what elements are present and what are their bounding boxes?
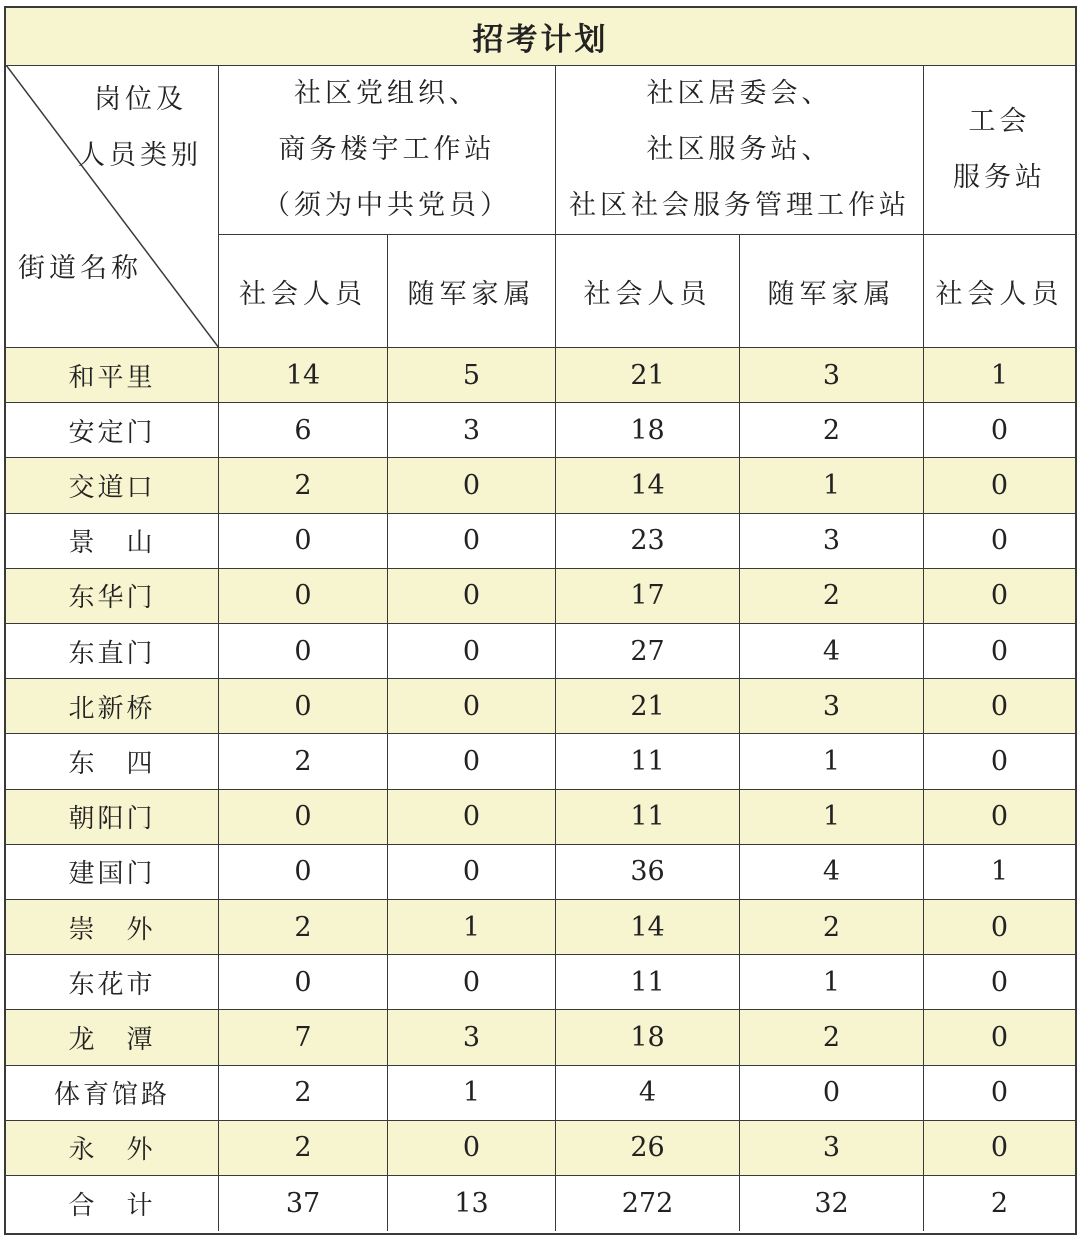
table-row-value: 1 [924, 348, 1075, 403]
total-row-name: 合 计 [6, 1176, 219, 1231]
table-row-value: 0 [388, 569, 556, 624]
table-row-value: 4 [556, 1066, 740, 1121]
total-row-value: 272 [556, 1176, 740, 1231]
table-row-value: 21 [556, 679, 740, 734]
table-row-value: 0 [924, 1121, 1075, 1176]
table-row-value: 23 [556, 514, 740, 569]
table-row-value: 2 [219, 734, 388, 789]
table-row-value: 21 [556, 348, 740, 403]
table-row-value: 0 [924, 624, 1075, 679]
subheader-1: 社会人员 [219, 235, 388, 348]
table-row-value: 0 [219, 624, 388, 679]
table-row-value: 1 [740, 790, 924, 845]
table-row-value: 0 [924, 569, 1075, 624]
table-row-value: 3 [740, 514, 924, 569]
table-row-value: 27 [556, 624, 740, 679]
table-row-value: 26 [556, 1121, 740, 1176]
table-row-name: 龙 潭 [6, 1010, 219, 1065]
table-row-value: 2 [219, 1121, 388, 1176]
table-row-value: 0 [219, 569, 388, 624]
group-header-line: 工会 [968, 105, 1031, 137]
table-row-value: 3 [740, 679, 924, 734]
group-header-line: 社区社会服务管理工作站 [569, 189, 910, 221]
table-row-name: 崇 外 [6, 900, 219, 955]
table-row-value: 2 [219, 1066, 388, 1121]
table-row-name: 东 四 [6, 734, 219, 789]
table-row-value: 0 [219, 679, 388, 734]
table-row-value: 0 [388, 734, 556, 789]
corner-label-category-line1: 岗位及 [94, 84, 187, 115]
corner-label-street-name: 街道名称 [18, 253, 142, 284]
table-row-value: 1 [924, 845, 1075, 900]
table-row-value: 0 [924, 955, 1075, 1010]
group-header-line: 商务楼宇工作站 [278, 133, 496, 165]
table-row-value: 0 [219, 514, 388, 569]
corner-label-category-line2: 人员类别 [78, 140, 202, 171]
table-row-value: 4 [740, 845, 924, 900]
total-row-value: 13 [388, 1176, 556, 1231]
table-row-value: 0 [388, 458, 556, 513]
table-row-value: 0 [740, 1066, 924, 1121]
group-header-line: 服务站 [953, 161, 1046, 193]
table-row-value: 0 [388, 1121, 556, 1176]
table-row-value: 11 [556, 955, 740, 1010]
table-row-value: 36 [556, 845, 740, 900]
table-row-value: 7 [219, 1010, 388, 1065]
table-row-value: 0 [388, 679, 556, 734]
table-row-name: 建国门 [6, 845, 219, 900]
table-row-value: 2 [740, 1010, 924, 1065]
group-header-line: （须为中共党员） [263, 189, 511, 221]
subheader-3: 社会人员 [556, 235, 740, 348]
table-row-name: 体育馆路 [6, 1066, 219, 1121]
group-header-line: 社区服务站、 [646, 133, 833, 165]
table-row-value: 2 [740, 900, 924, 955]
table-row-value: 14 [219, 348, 388, 403]
table-row-name: 北新桥 [6, 679, 219, 734]
table-row-value: 11 [556, 734, 740, 789]
group-header-line: 社区居委会、 [646, 77, 833, 109]
table-row-value: 3 [388, 403, 556, 458]
table-row-value: 0 [388, 790, 556, 845]
subheader-4: 随军家属 [740, 235, 924, 348]
total-row-value: 32 [740, 1176, 924, 1231]
table-row-value: 0 [924, 403, 1075, 458]
table-row-value: 0 [388, 845, 556, 900]
table-row-value: 2 [740, 569, 924, 624]
table-row-name: 永 外 [6, 1121, 219, 1176]
table-row-value: 0 [219, 790, 388, 845]
group-header-1 [219, 65, 556, 235]
table-row-value: 3 [740, 1121, 924, 1176]
table-row-value: 0 [924, 458, 1075, 513]
table-row-value: 18 [556, 403, 740, 458]
table-row-value: 1 [388, 1066, 556, 1121]
table-row-value: 1 [740, 734, 924, 789]
table-row-value: 0 [924, 1010, 1075, 1065]
table-row-value: 14 [556, 458, 740, 513]
table-row-value: 0 [388, 955, 556, 1010]
table-row-value: 0 [924, 1066, 1075, 1121]
table-row-value: 11 [556, 790, 740, 845]
table-row-name: 东花市 [6, 955, 219, 1010]
table-row-value: 2 [219, 458, 388, 513]
table-row-value: 6 [219, 403, 388, 458]
table-row-value: 2 [219, 900, 388, 955]
group-header-3 [924, 65, 1075, 235]
subheader-2: 随军家属 [388, 235, 556, 348]
table-row-name: 安定门 [6, 403, 219, 458]
table-row-name: 交道口 [6, 458, 219, 513]
table-row-name: 东直门 [6, 624, 219, 679]
table-row-value: 3 [740, 348, 924, 403]
table-row-value: 0 [924, 900, 1075, 955]
table-row-value: 1 [740, 955, 924, 1010]
total-row-value: 37 [219, 1176, 388, 1231]
subheader-5: 社会人员 [924, 235, 1075, 348]
table-row-value: 0 [388, 624, 556, 679]
table-row-name: 东华门 [6, 569, 219, 624]
table-row-value: 2 [740, 403, 924, 458]
table-row-name: 和平里 [6, 348, 219, 403]
group-header-line: 社区党组织、 [294, 77, 480, 109]
table-row-value: 0 [388, 514, 556, 569]
total-row-value: 2 [990, 1188, 1009, 1220]
table-row-value: 0 [219, 845, 388, 900]
table-row-value: 0 [924, 679, 1075, 734]
table-row-value: 0 [924, 790, 1075, 845]
table-row-name: 景 山 [6, 514, 219, 569]
table-row-value: 0 [924, 734, 1075, 789]
recruitment-plan-table [4, 6, 1077, 1235]
table-row-value: 1 [740, 458, 924, 513]
table-row-value: 17 [556, 569, 740, 624]
table-row-value: 14 [556, 900, 740, 955]
corner-header-cell [6, 65, 219, 348]
table-row-value: 1 [388, 900, 556, 955]
table-row-value: 5 [388, 348, 556, 403]
table-row-value: 0 [219, 955, 388, 1010]
table-title: 招考计划 [6, 8, 1075, 66]
table-row-value: 3 [388, 1010, 556, 1065]
table-row-value: 0 [924, 514, 1075, 569]
group-header-2 [556, 65, 924, 235]
table-row-value: 4 [740, 624, 924, 679]
table-row-value: 18 [556, 1010, 740, 1065]
table-row-name: 朝阳门 [6, 790, 219, 845]
